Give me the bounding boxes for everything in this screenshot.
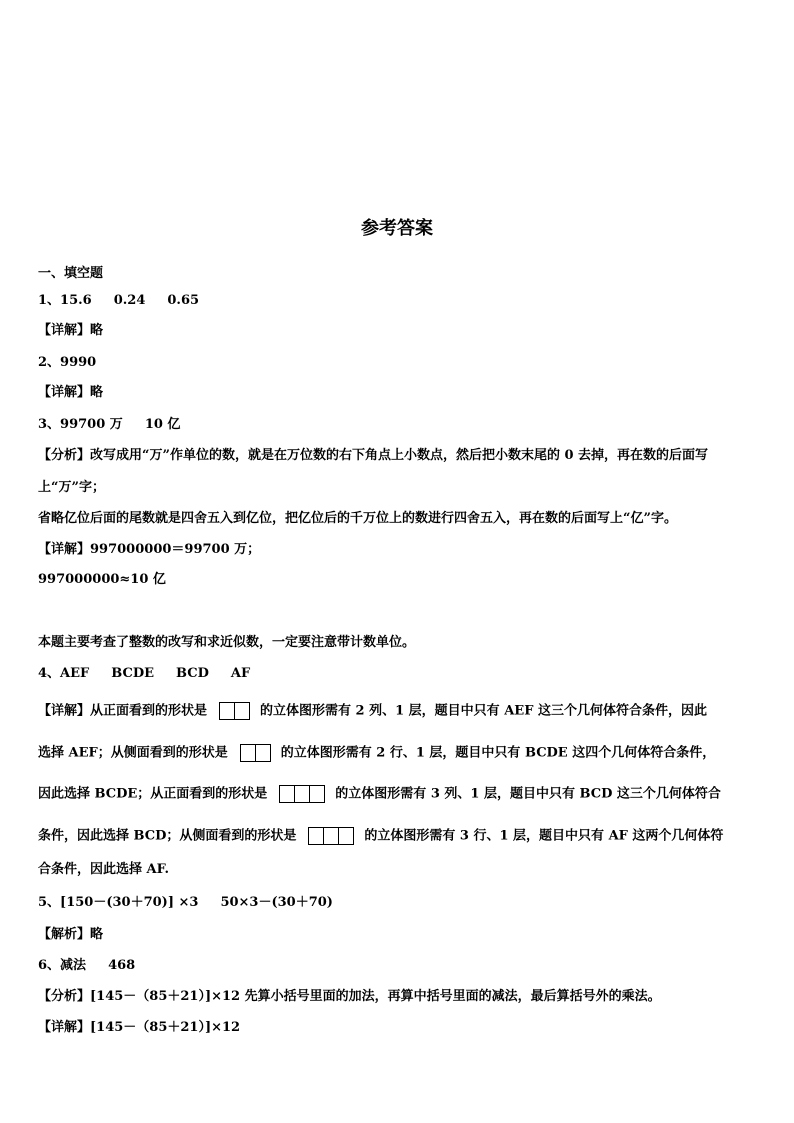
answer-value: 0.65 <box>167 293 200 308</box>
answer-value: 99700 万 <box>60 417 123 432</box>
answer-3 <box>38 417 180 433</box>
three-squares-figure <box>308 827 354 845</box>
square-cell <box>323 827 339 845</box>
detail-4-line3 <box>38 785 721 803</box>
answer-value: 15.6 <box>60 293 92 308</box>
detail-text: 的立体图形需有 2 列、1 层，题目中只有 AEF 这三个几何体符合条件，因此 <box>260 703 707 719</box>
square-cell <box>240 744 256 762</box>
analysis-3-line2: 上“万”字； <box>38 480 105 495</box>
answer-4 <box>38 666 250 682</box>
square-cell <box>234 702 250 720</box>
two-squares-figure <box>219 702 250 720</box>
answer-value: 468 <box>108 958 136 973</box>
answer-5 <box>38 895 333 911</box>
answer-value: 减法 <box>60 958 87 973</box>
answer-value: BCD <box>176 666 209 681</box>
analysis-6: 【分析】[145－（85＋21）]×12 先算小括号里面的加法，再算中括号里面的减法，最后算括号外的乘法。 <box>38 989 661 1004</box>
answer-number: 6、 <box>38 958 61 973</box>
square-cell <box>255 744 271 762</box>
square-cell <box>219 702 235 720</box>
answer-1 <box>38 293 199 309</box>
answer-number: 3、 <box>38 417 61 432</box>
detail-text: 的立体图形需有 3 行、1 层，题目中只有 AF 这两个几何体符 <box>364 828 724 844</box>
summary-3: 本题主要考查了整数的改写和求近似数，一定要注意带计数单位。 <box>38 635 416 650</box>
detail-1: 【详解】略 <box>38 323 104 338</box>
detail-text: 选择 AEF；从侧面看到的形状是 <box>38 745 228 761</box>
answer-value: 10 亿 <box>144 417 181 432</box>
square-cell <box>279 785 295 803</box>
detail-text: 【详解】从正面看到的形状是 <box>38 703 208 719</box>
detail-text: 的立体图形需有 2 行、1 层，题目中只有 BCDE 这四个几何体符合条件， <box>280 745 716 761</box>
detail-6: 【详解】[145－（85＋21）]×12 <box>38 1020 241 1035</box>
analysis-3-line1: 【分析】改写成用“万”作单位的数，就是在万位数的右下角点上小数点，然后把小数末尾的 0 去掉，再在数的后面写 <box>38 448 709 463</box>
detail-text: 条件，因此选择 BCD；从侧面看到的形状是 <box>38 828 297 844</box>
square-cell <box>309 785 325 803</box>
detail-text: 的立体图形需有 3 列、1 层，题目中只有 BCD 这三个几何体符合 <box>335 786 721 802</box>
answer-value: [150－(30＋70)] ×3 <box>60 895 199 910</box>
answer-value: 0.24 <box>113 293 146 308</box>
answer-2: 2、9990 <box>38 355 97 370</box>
square-cell <box>338 827 354 845</box>
answer-number: 5、 <box>38 895 61 910</box>
answer-value: 50×3－(30＋70) <box>220 895 333 910</box>
detail-3-line1: 【详解】997000000＝99700 万； <box>38 542 261 557</box>
square-cell <box>308 827 324 845</box>
detail-4-line4 <box>38 827 723 845</box>
answer-value: AEF <box>60 666 90 681</box>
detail-2: 【详解】略 <box>38 385 104 400</box>
three-squares-figure <box>279 785 325 803</box>
analysis-3-line3: 省略亿位后面的尾数就是四舍五入到亿位，把亿位后的千万位上的数进行四舍五入，再在数的后面写上“亿”字。 <box>38 511 677 526</box>
detail-4-line5: 合条件，因此选择 AF. <box>38 862 170 877</box>
section-heading: 一、填空题 <box>38 266 104 281</box>
detail-4-line1 <box>38 702 707 720</box>
answer-number: 1、 <box>38 293 61 308</box>
square-cell <box>294 785 310 803</box>
detail-5: 【解析】略 <box>38 927 104 942</box>
detail-3-line2: 997000000≈10 亿 <box>38 572 166 587</box>
detail-text: 因此选择 BCDE；从正面看到的形状是 <box>38 786 268 802</box>
page-title: 参考答案 <box>361 218 433 239</box>
answer-number: 4、 <box>38 666 61 681</box>
two-squares-figure <box>240 744 271 762</box>
answer-value: AF <box>230 666 251 681</box>
answer-value: BCDE <box>111 666 155 681</box>
detail-4-line2 <box>38 744 715 762</box>
answer-6 <box>38 958 135 974</box>
